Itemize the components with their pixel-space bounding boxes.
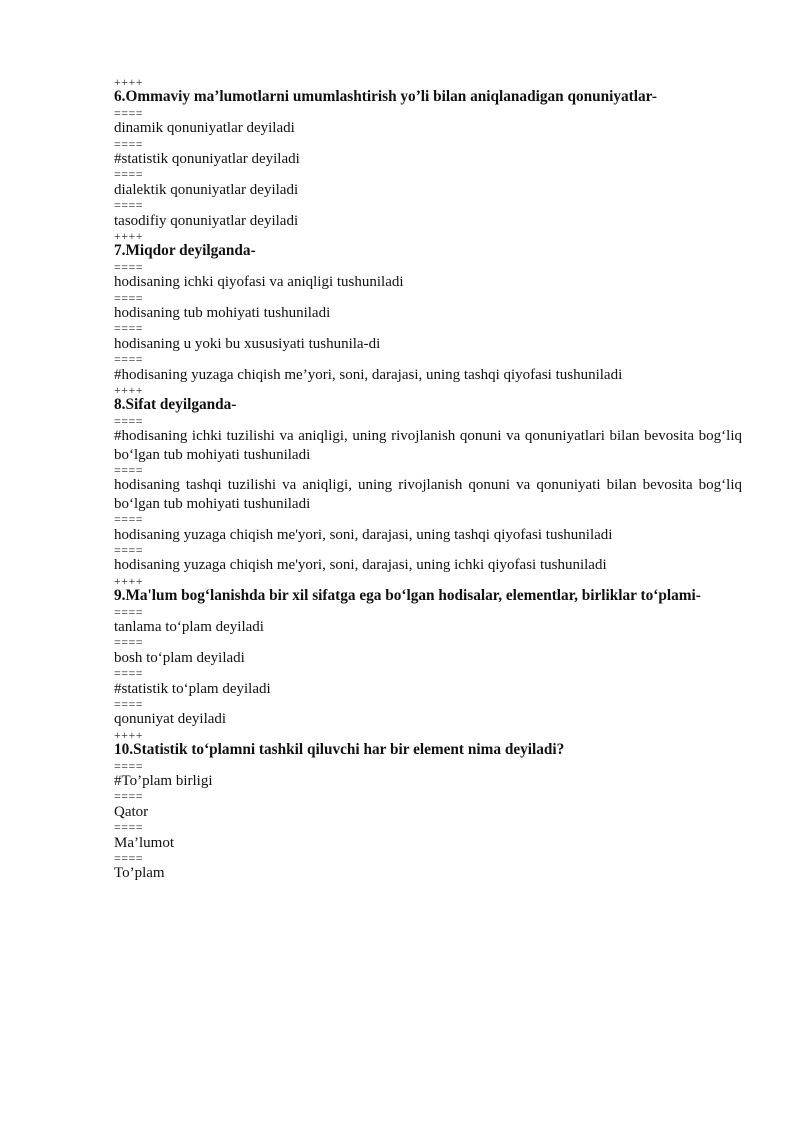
question-text: 8.Sifat deyilganda- (114, 396, 237, 414)
option-separator: ==== (114, 413, 144, 428)
answer-option: #hodisaning ichki tuzilishi va aniqligi, uning rivojlanish qonuni va qonuniyatlari bilan bevosita bog‘liq bo‘lgan tub mohiyati tushuniladi (114, 428, 742, 463)
question-text: 7.Miqdor deyilganda- (114, 242, 256, 260)
answer-option: hodisaning ichki qiyofasi va aniqligi tushuniladi (114, 274, 404, 291)
option-separator: ==== (114, 512, 144, 527)
option-separator: ==== (114, 290, 144, 305)
option-separator: ==== (114, 758, 144, 773)
option-separator: ==== (114, 259, 144, 274)
answer-option: dinamik qonuniyatlar deyiladi (114, 120, 295, 137)
question-text: 9.Ma'lum bog‘lanishda bir xil sifatga ega bo‘lgan hodisalar, elementlar, birliklar to‘plami- (114, 587, 701, 605)
answer-option: tasodifiy qonuniyatlar deyiladi (114, 212, 299, 229)
question-separator: ++++ (114, 382, 144, 397)
answer-option: dialektik qonuniyatlar deyiladi (114, 181, 299, 198)
answer-option: Ma’lumot (114, 834, 174, 851)
answer-option: To’plam (114, 865, 165, 882)
answer-option: #To’plam birligi (114, 772, 213, 789)
answer-option: #hodisaning yuzaga chiqish me’yori, soni, darajasi, uning tashqi qiyofasi tushuniladi (114, 366, 623, 383)
question-text: 10.Statistik to‘plamni tashkil qiluvchi har bir element nima deyiladi? (114, 741, 565, 759)
document-page (114, 76, 742, 883)
question-block (114, 575, 742, 729)
answer-option: hodisaning yuzaga chiqish me'yori, soni, darajasi, uning ichki qiyofasi tushuniladi (114, 557, 607, 574)
option-separator: ==== (114, 462, 144, 477)
option-separator: ==== (114, 321, 144, 336)
answer-option: bosh to‘plam deyiladi (114, 649, 245, 666)
option-separator: ==== (114, 820, 144, 835)
answer-option: hodisaning yuzaga chiqish me'yori, soni, darajasi, uning tashqi qiyofasi tushuniladi (114, 526, 613, 543)
question-separator: ++++ (114, 228, 144, 243)
answer-option: tanlama to‘plam deyiladi (114, 618, 264, 635)
option-separator: ==== (114, 167, 144, 182)
option-separator: ==== (114, 789, 144, 804)
answer-option: qonuniyat deyiladi (114, 711, 227, 728)
option-separator: ==== (114, 105, 144, 120)
option-separator: ==== (114, 352, 144, 367)
option-separator: ==== (114, 198, 144, 213)
question-separator: ++++ (114, 727, 144, 742)
question-block (114, 729, 742, 883)
answer-option: Qator (114, 803, 149, 820)
option-separator: ==== (114, 850, 144, 865)
answer-option: hodisaning tashqi tuzilishi va aniqligi, uning rivojlanish qonuni va qonuniyati bilan bevosita bog‘liq bo‘lgan tub mohiyati tushuniladi (114, 477, 742, 512)
answer-option: hodisaning u yoki bu xususiyati tushunila-di (114, 335, 381, 352)
option-separator: ==== (114, 635, 144, 650)
question-block (114, 230, 742, 384)
question-block (114, 384, 742, 575)
option-separator: ==== (114, 666, 144, 681)
question-separator: ++++ (114, 573, 144, 588)
option-separator: ==== (114, 136, 144, 151)
answer-option: #statistik to‘plam deyiladi (114, 680, 271, 697)
question-text: 6.Ommaviy ma’lumotlarni umumlashtirish yo’li bilan aniqlanadigan qonuniyatlar- (114, 88, 657, 106)
answer-option: #statistik qonuniyatlar deyiladi (114, 150, 300, 167)
option-separator: ==== (114, 696, 144, 711)
question-separator: ++++ (114, 75, 144, 89)
answer-option: hodisaning tub mohiyati tushuniladi (114, 304, 331, 321)
option-separator: ==== (114, 604, 144, 619)
question-block (114, 76, 742, 230)
option-separator: ==== (114, 542, 144, 557)
